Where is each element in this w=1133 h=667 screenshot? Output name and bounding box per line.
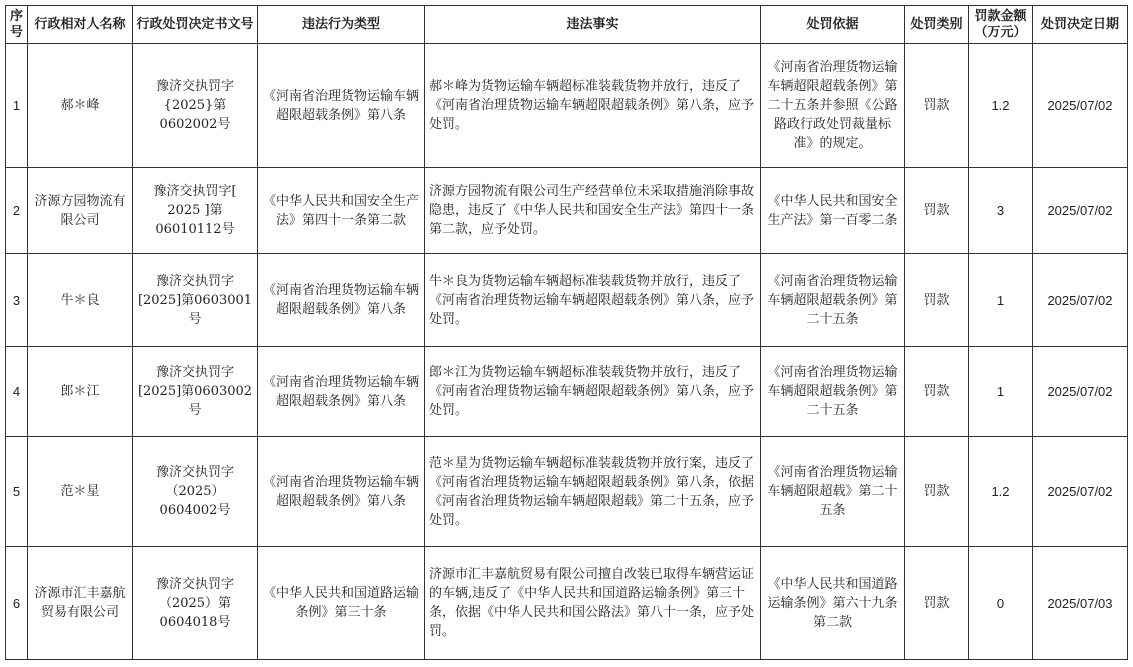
header-date: 处罚决定日期: [1033, 6, 1128, 44]
cell-amount: 1: [969, 254, 1033, 347]
header-name: 行政相对人名称: [28, 6, 133, 44]
header-facts: 违法事实: [425, 6, 761, 44]
cell-date: 2025/07/02: [1033, 44, 1128, 168]
cell-name: 范＊星: [28, 437, 133, 547]
cell-facts: 济源市汇丰嘉航贸易有限公司擅自改装已取得车辆营运证的车辆,违反了《中华人民共和国道路运输条例》第三十条，依据《中华人民共和国公路法》第八十一条，应予处罚。: [425, 547, 761, 660]
cell-seq: 3: [6, 254, 28, 347]
cell-amount: 0: [969, 547, 1033, 660]
cell-basis: 《河南省治理货物运输车辆超限超载条例》第二十五条: [761, 254, 905, 347]
cell-seq: 2: [6, 168, 28, 254]
cell-amount: 3: [969, 168, 1033, 254]
header-row: [6, 6, 1128, 44]
cell-amount: 1.2: [969, 437, 1033, 547]
cell-date: 2025/07/02: [1033, 347, 1128, 437]
cell-facts: 郎＊江为货物运输车辆超标准装载货物并放行，违反了《河南省治理货物运输车辆超限超载条例》第八条，应予处罚。: [425, 347, 761, 437]
cell-category: 罚款: [905, 254, 969, 347]
cell-seq: 5: [6, 437, 28, 547]
cell-doc-no: 豫济交执罚字[ 2025 ]第06010112号: [133, 168, 258, 254]
table-row: [6, 437, 1128, 547]
cell-violation-type: 《河南省治理货物运输车辆超限超载条例》第八条: [258, 347, 425, 437]
cell-name: 郎＊江: [28, 347, 133, 437]
header-amount: 罚款金额（万元）: [969, 6, 1033, 44]
cell-name: 郝＊峰: [28, 44, 133, 168]
cell-category: 罚款: [905, 547, 969, 660]
cell-doc-no: 豫济交执罚字（2025）0604002号: [133, 437, 258, 547]
cell-name: 牛＊良: [28, 254, 133, 347]
header-basis: 处罚依据: [761, 6, 905, 44]
cell-category: 罚款: [905, 168, 969, 254]
cell-basis: 《河南省治理货物运输车辆超限超载条例》第二十五条: [761, 347, 905, 437]
cell-basis: 《河南省治理货物运输车辆超限超载》第二十五条: [761, 437, 905, 547]
cell-amount: 1.2: [969, 44, 1033, 168]
header-violation-type: 违法行为类型: [258, 6, 425, 44]
table-row: [6, 347, 1128, 437]
cell-name: 济源方园物流有限公司: [28, 168, 133, 254]
cell-doc-no: 豫济交执罚字[2025]第0603001号: [133, 254, 258, 347]
header-seq: 序号: [6, 6, 28, 44]
penalty-table: [5, 5, 1128, 660]
cell-category: 罚款: [905, 437, 969, 547]
table-row: [6, 547, 1128, 660]
cell-facts: 济源方园物流有限公司生产经营单位未采取措施消除事故隐患，违反了《中华人民共和国安全生产法》第四十一条第二款，应予处罚。: [425, 168, 761, 254]
header-doc-no: 行政处罚决定书文号: [133, 6, 258, 44]
cell-doc-no: 豫济交执罚字{2025}第0602002号: [133, 44, 258, 168]
cell-date: 2025/07/02: [1033, 168, 1128, 254]
cell-amount: 1: [969, 347, 1033, 437]
header-category: 处罚类别: [905, 6, 969, 44]
cell-category: 罚款: [905, 44, 969, 168]
cell-violation-type: 《中华人民共和国道路运输条例》第三十条: [258, 547, 425, 660]
table-row: [6, 168, 1128, 254]
cell-date: 2025/07/02: [1033, 437, 1128, 547]
table-row: [6, 44, 1128, 168]
cell-violation-type: 《河南省治理货物运输车辆超限超载条例》第八条: [258, 437, 425, 547]
cell-basis: 《中华人民共和国道路运输条例》第六十九条第二款: [761, 547, 905, 660]
cell-doc-no: 豫济交执罚字（2025）第0604018号: [133, 547, 258, 660]
cell-seq: 6: [6, 547, 28, 660]
cell-basis: 《河南省治理货物运输车辆超限超载条例》第二十五条并参照《公路路政行政处罚裁量标准》的规定。: [761, 44, 905, 168]
cell-date: 2025/07/03: [1033, 547, 1128, 660]
cell-seq: 4: [6, 347, 28, 437]
table-row: [6, 254, 1128, 347]
cell-doc-no: 豫济交执罚字[2025]第0603002号: [133, 347, 258, 437]
cell-seq: 1: [6, 44, 28, 168]
cell-basis: 《中华人民共和国安全生产法》第一百零二条: [761, 168, 905, 254]
cell-category: 罚款: [905, 347, 969, 437]
cell-violation-type: 《河南省治理货物运输车辆超限超载条例》第八条: [258, 44, 425, 168]
cell-facts: 范＊星为货物运输车辆超标准装载货物并放行案，违反了《河南省治理货物运输车辆超限超载条例》第八条，依据《河南省治理货物运输车辆超限超载》第二十五条，应予处罚。: [425, 437, 761, 547]
cell-name: 济源市汇丰嘉航贸易有限公司: [28, 547, 133, 660]
cell-date: 2025/07/02: [1033, 254, 1128, 347]
cell-facts: 牛＊良为货物运输车辆超标准装载货物并放行，违反了《河南省治理货物运输车辆超限超载条例》第八条，应予处罚。: [425, 254, 761, 347]
cell-violation-type: 《河南省治理货物运输车辆超限超载条例》第八条: [258, 254, 425, 347]
cell-violation-type: 《中华人民共和国安全生产法》第四十一条第二款: [258, 168, 425, 254]
cell-facts: 郝＊峰为货物运输车辆超标准装载货物并放行，违反了《河南省治理货物运输车辆超限超载条例》第八条，应予处罚。: [425, 44, 761, 168]
